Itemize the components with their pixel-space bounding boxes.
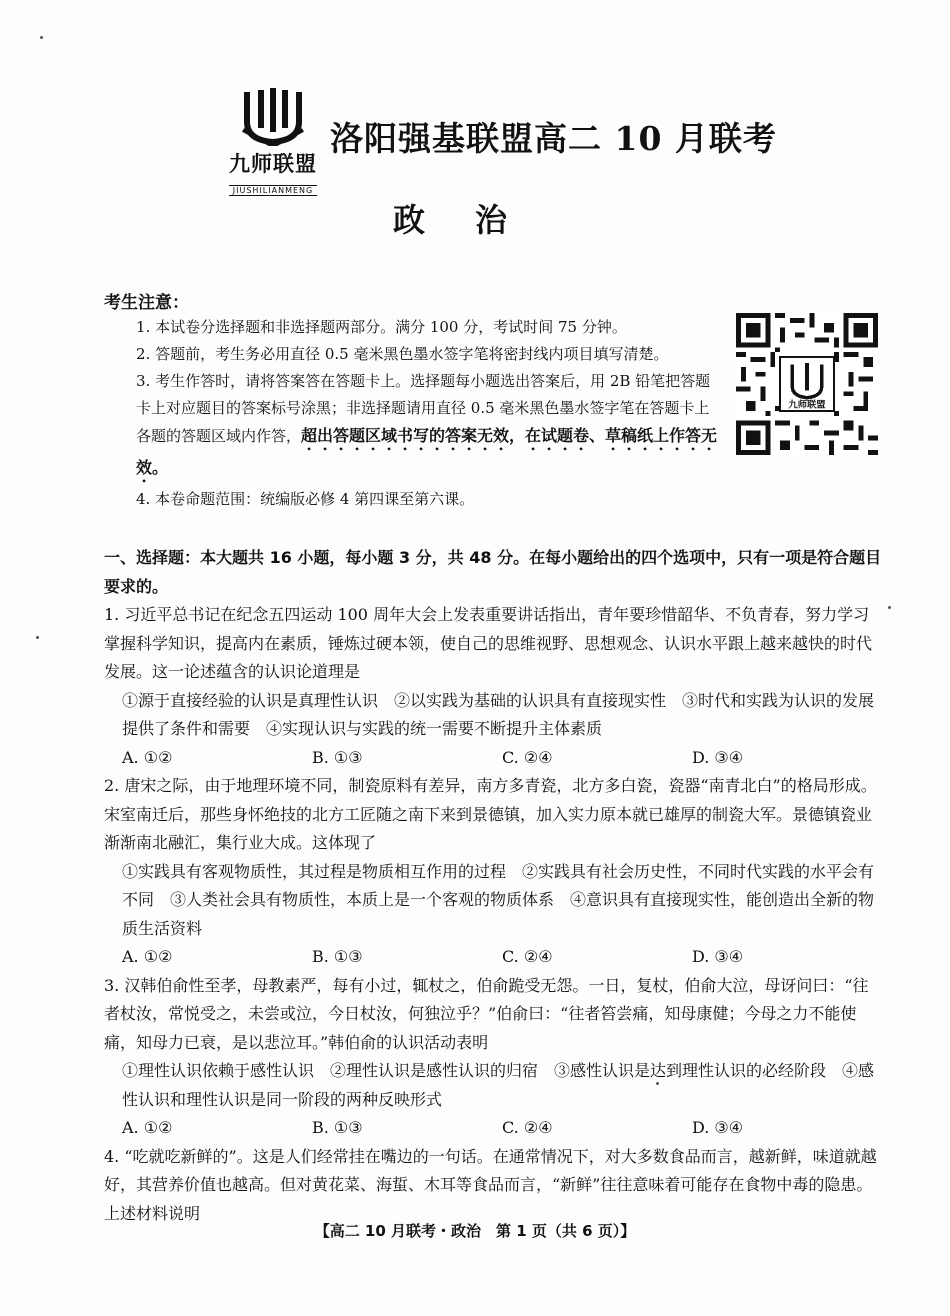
- exam-title: 洛阳强基联盟高二 10 月联考: [330, 119, 777, 158]
- option-c: C. ②④: [502, 947, 553, 966]
- option-b: B. ①③: [312, 947, 363, 966]
- question-1-stem: 1. 习近平总书记在纪念五四运动 100 周年大会上发表重要讲话指出，青年要珍惜韶华、不负青春，努力学习掌握科学知识，提高内在素质，锤炼过硬本领，使自己的思维视野、思想观念、认识水平跟上越来越快的时代发展。这一论述蕴含的认识论道理是: [104, 605, 873, 681]
- notice-item-1: 1. 本试卷分选择题和非选择题两部分。满分 100 分，考试时间 75 分钟。: [136, 318, 627, 336]
- option-d: D. ③④: [692, 747, 744, 767]
- question-3-stem: 3. 汉韩伯俞性至孝，母教素严，每有小过，辄杖之，伯俞跪受无怨。一日，复杖，伯俞大泣，母讶问曰：“往者杖汝，常悦受之，未尝或泣，今日杖汝，何独泣乎？”伯俞曰：“往者笞尝痛，知母康健；今母之力不能使痛，知母力已衰，是以悲泣耳。”韩伯俞的认识活动表明: [104, 975, 869, 1052]
- notice-list: [136, 314, 722, 513]
- option-b: B. ①③: [312, 1118, 363, 1137]
- scan-speck: [40, 36, 43, 39]
- option-c: C. ②④: [502, 1118, 553, 1137]
- notice-item-3-emphasis: 超出答题区域书写的答案无效，在试题卷、草稿纸上作答无效。: [136, 426, 718, 477]
- scan-speck: [656, 1082, 659, 1085]
- option-a: A. ①②: [122, 747, 173, 767]
- qr-code: [736, 313, 878, 455]
- question-1-statements: ①源于直接经验的认识是真理性认识 ②以实践为基础的认识具有直接现实性 ③时代和实践为认识的发展提供了条件和需要 ④实现认识与实践的统一需要不断提升主体素质: [122, 690, 875, 738]
- option-b: B. ①③: [312, 747, 363, 767]
- page-footer: 【高二 10 月联考・政治 第 1 页（共 6 页）】: [314, 1222, 636, 1240]
- notice-item-3: [136, 368, 722, 486]
- scan-speck: [36, 636, 39, 639]
- scan-speck: [888, 606, 891, 609]
- notice-item-4: 4. 本卷命题范围：统编版必修 4 第四课至第六课。: [136, 490, 475, 508]
- question-2-stem: 2. 唐宋之际，由于地理环境不同，制瓷原料有差异，南方多青瓷，北方多白瓷，瓷器“南青北白”的格局形成。宋室南迁后，那些身怀绝技的北方工匠随之南下来到景德镇，加入实力原本就已雄厚的制瓷大军。景德镇瓷业渐渐南北融汇，集行业大成。这体现了: [104, 776, 877, 852]
- question-4-stem: 4. “吃就吃新鲜的”。这是人们经常挂在嘴边的一句话。在通常情况下，对大多数食品而言，越新鲜，味道就越好，其营养价值也越高。但对黄花菜、海蜇、木耳等食品而言，“新鲜”往往意味着可能存在食物中毒的隐患。上述材料说明: [104, 1146, 877, 1223]
- question-2-statements: ①实践具有客观物质性，其过程是物质相互作用的过程 ②实践具有社会历史性，不同时代实践的水平会有不同 ③人类社会具有物质性，本质上是一个客观的物质体系 ④意识具有直接现实性，能创造出全新的物质生活资料: [122, 861, 875, 938]
- option-d: D. ③④: [692, 1118, 744, 1137]
- notice-item-2: 2. 答题前，考生务必用直径 0.5 毫米黑色墨水签字笔将密封线内项目填写清楚。: [136, 345, 669, 363]
- logo-text: 九师联盟: [229, 152, 317, 176]
- logo-subtext: JIUSHILIANMENG: [229, 185, 317, 196]
- subject-title: 政治: [392, 201, 557, 239]
- option-a: A. ①②: [122, 947, 173, 966]
- option-c: C. ②④: [502, 747, 553, 767]
- questions-area: [104, 544, 884, 1228]
- question-3-options: [104, 1114, 884, 1143]
- qr-logo-text: 九师联盟: [788, 399, 826, 411]
- logo-emblem-icon: [241, 88, 305, 146]
- question-1-options: [104, 744, 884, 773]
- logo: [218, 88, 328, 194]
- option-d: D. ③④: [692, 947, 744, 966]
- notice-heading: 考生注意：: [104, 293, 189, 313]
- option-a: A. ①②: [122, 1118, 173, 1137]
- notice-item-3-text: 3. 考生作答时，请将答案答在答题卡上。选择题每小题选出答案后，用 2B 铅笔把答题卡上对应题目的答案标号涂黑；非选择题请用直径 0.5 毫米黑色墨水签字笔在答题卡上各题的答题区域内作答，: [136, 372, 711, 445]
- question-2-options: [104, 943, 884, 972]
- section-heading: 一、选择题：本大题共 16 小题，每小题 3 分，共 48 分。在每小题给出的四个选项中，只有一项是符合题目要求的。: [104, 548, 882, 596]
- question-3-statements: ①理性认识依赖于感性认识 ②理性认识是感性认识的归宿 ③感性认识是达到理性认识的必经阶段 ④感性认识和理性认识是同一阶段的两种反映形式: [122, 1061, 875, 1109]
